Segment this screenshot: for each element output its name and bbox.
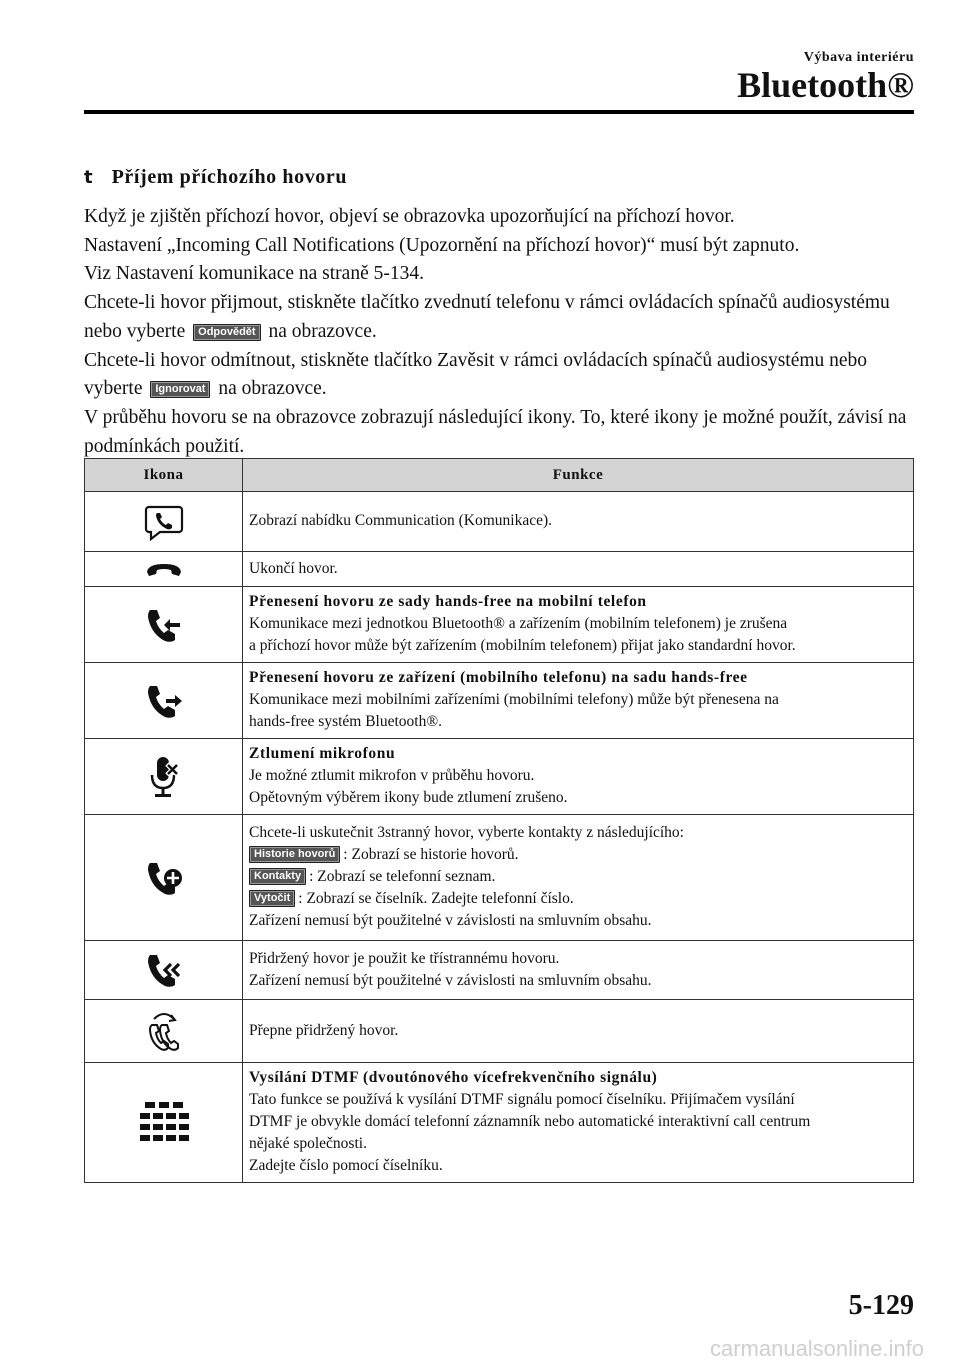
keypad-icon: [139, 1101, 189, 1145]
table-row: [85, 587, 914, 663]
intro-paragraph: V průběhu hovoru se na obrazovce zobrazují následující ikony. To, které ikony je možné použít, závisí na podmínkách použití.: [84, 406, 907, 457]
row-title: Přenesení hovoru ze sady hands-free na mobilní telefon: [249, 593, 647, 610]
icon-cell: [85, 739, 243, 815]
description-line: nějaké společnosti.: [249, 1135, 367, 1152]
running-header-title: Bluetooth®: [737, 65, 914, 105]
icon-cell: [85, 941, 243, 1000]
heading-text: Příjem příchozího hovoru: [111, 166, 348, 188]
ignore-button-label: Ignorovat: [150, 381, 210, 398]
end-call-icon: [144, 560, 184, 578]
description-line: [249, 888, 908, 910]
section-heading: [84, 166, 347, 189]
call-history-button-label: Historie hovorů: [249, 846, 340, 863]
description-line: Přepne přidržený hovor.: [249, 1021, 399, 1039]
column-header-icon: Ikona: [85, 459, 243, 492]
contacts-text: : Zobrazí se telefonní seznam.: [309, 868, 496, 885]
description-line: Opětovným výběrem ikony bude ztlumení zrušeno.: [249, 789, 568, 806]
mute-microphone-icon: [146, 755, 182, 799]
page-number: 5-129: [848, 1290, 914, 1321]
description-cell: [243, 663, 914, 739]
transfer-to-phone-icon: [144, 605, 184, 645]
table-header-row: [85, 459, 914, 492]
answer-text: Chcete-li hovor přijmout, stiskněte tlačítko zvednutí telefonu v rámci ovládacích spínačů audiosystému nebo vyberte: [84, 292, 890, 342]
icon-cell: [85, 1063, 243, 1183]
dial-text: : Zobrazí se číselník. Zadejte telefonní číslo.: [298, 890, 574, 907]
table-row: [85, 492, 914, 552]
dial-button-label: Vytočit: [249, 890, 295, 907]
description-line: Chcete-li uskutečnit 3stranný hovor, vyberte kontakty z následujícího:: [249, 824, 684, 841]
answer-button-label: Odpovědět: [193, 324, 260, 341]
description-line: hands-free systém Bluetooth®.: [249, 713, 443, 730]
intro-paragraph: Když je zjištěn příchozí hovor, objeví se obrazovka upozorňující na příchozí hovor.: [84, 206, 735, 227]
table-row: [85, 1063, 914, 1183]
description-line: Zadejte číslo pomocí číselníku.: [249, 1157, 443, 1174]
heading-bullet: t: [84, 167, 94, 188]
table-row: [85, 941, 914, 1000]
table-row: [85, 815, 914, 941]
description-line: Přidržený hovor je použit ke třístrannému hovoru.: [249, 949, 560, 967]
reject-text-end: na obrazovce.: [218, 378, 327, 400]
communication-menu-icon: [144, 503, 184, 541]
running-header-section: Výbava interiéru: [803, 50, 914, 65]
icon-function-table: [84, 458, 914, 1183]
description-line: Zobrazí nabídku Communication (Komunikace).: [249, 512, 553, 529]
description-line: Ukončí hovor.: [249, 559, 338, 577]
column-header-function: Funkce: [243, 459, 914, 492]
intro-paragraph: [84, 347, 924, 404]
intro-paragraph: Nastavení „Incoming Call Notifications (Upozornění na příchozí hovor)“ musí být zapnuto.: [84, 234, 800, 256]
description-cell: [243, 1000, 914, 1063]
description-cell: [243, 1063, 914, 1183]
description-line: Zařízení nemusí být použitelné v závislosti na smluvním obsahu.: [249, 912, 652, 929]
description-line: [249, 844, 908, 866]
description-line: a příchozí hovor může být zařízením (mobilním telefonem) přijat jako standardní hovor.: [249, 637, 796, 654]
description-cell: [243, 492, 914, 552]
icon-cell: [85, 492, 243, 552]
description-line: [249, 866, 908, 888]
description-line: Je možné ztlumit mikrofon v průběhu hovoru.: [249, 767, 535, 784]
row-title: Vysílání DTMF (dvoutónového vícefrekvenčního signálu): [249, 1069, 658, 1086]
table-row: [85, 663, 914, 739]
icon-cell: [85, 552, 243, 587]
header-rule: [84, 110, 914, 114]
swap-calls-icon: [144, 1007, 184, 1055]
icon-cell: [85, 663, 243, 739]
merge-calls-icon: [144, 950, 184, 990]
row-title: Přenesení hovoru ze zařízení (mobilního telefonu) na sadu hands-free: [249, 669, 748, 686]
icon-cell: [85, 1000, 243, 1063]
transfer-to-handsfree-icon: [144, 681, 184, 721]
watermark: carmanualsonline.info: [709, 1336, 924, 1361]
description-line: DTMF je obvykle domácí telefonní záznamník nebo automatické interaktivní call centrum: [249, 1113, 811, 1130]
description-cell: [243, 815, 914, 941]
reject-text: Chcete-li hovor odmítnout, stiskněte tlačítko Zavěsit v rámci ovládacích spínačů audiosystému nebo vyberte: [84, 349, 868, 400]
description-cell: [243, 941, 914, 1000]
intro-paragraph: Viz Nastavení komunikace na straně 5-134.: [84, 263, 424, 285]
description-cell: [243, 552, 914, 587]
table-row: [85, 1000, 914, 1063]
icon-cell: [85, 587, 243, 663]
add-call-icon: [144, 858, 184, 898]
description-cell: [243, 587, 914, 663]
description-line: Zařízení nemusí být použitelné v závislosti na smluvním obsahu.: [249, 971, 652, 989]
table-row: [85, 552, 914, 587]
contacts-button-label: Kontakty: [249, 868, 306, 885]
row-title: Ztlumení mikrofonu: [249, 745, 396, 762]
description-line: Komunikace mezi mobilními zařízeními (mobilními telefony) může být přenesena na: [249, 691, 779, 708]
answer-text-end: na obrazovce.: [268, 320, 377, 342]
table-row: [85, 739, 914, 815]
call-history-text: : Zobrazí se historie hovorů.: [343, 846, 519, 863]
description-cell: [243, 739, 914, 815]
icon-cell: [85, 815, 243, 941]
intro-text: [84, 203, 924, 461]
intro-paragraph: [84, 289, 924, 346]
description-line: Tato funkce se používá k vysílání DTMF signálu pomocí číselníku. Přijímačem vysílání: [249, 1091, 795, 1108]
description-line: Komunikace mezi jednotkou Bluetooth® a zařízením (mobilním telefonem) je zrušena: [249, 615, 788, 632]
